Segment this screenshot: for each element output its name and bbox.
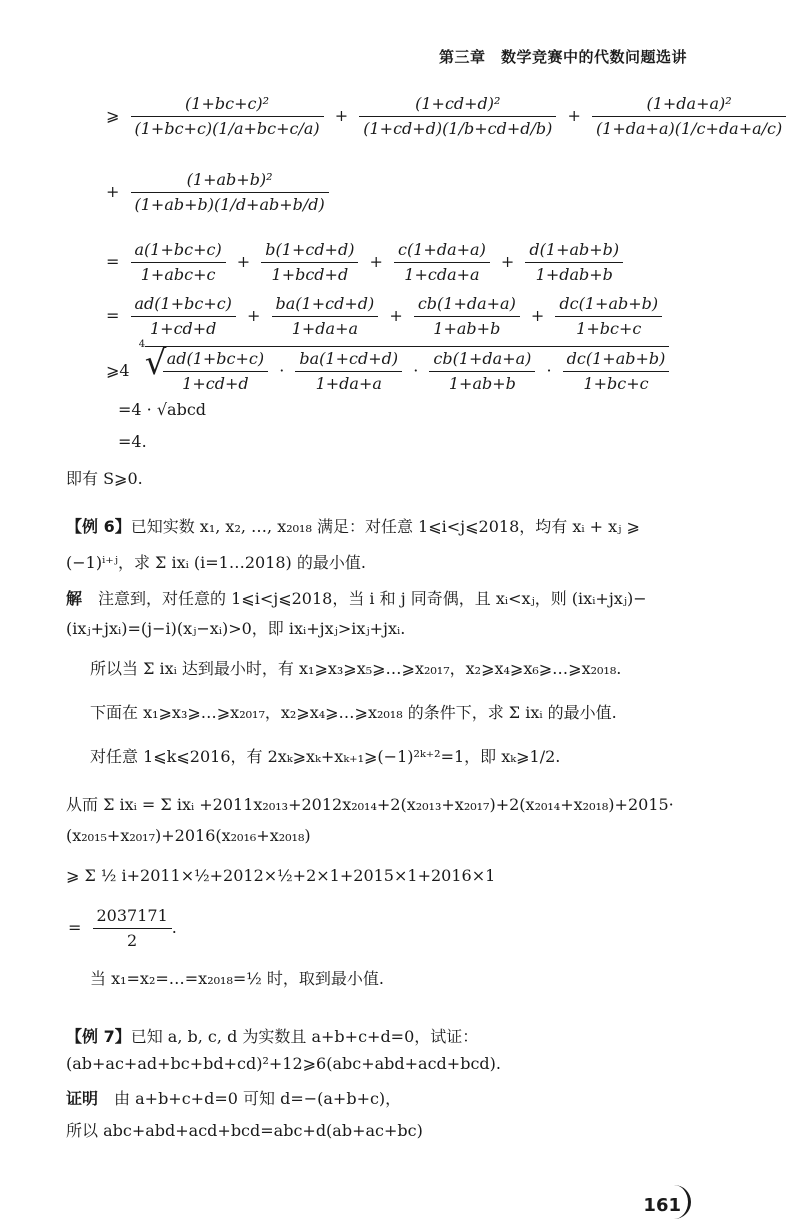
ineq-row-1: ⩾ $\frac{\text{(1+bc+c)²}}{(1+bc+c)(1/a+bc+c/a)}$ + $\frac{\text{(1+cd+d)²}}{(1+cd+d)(1/b+cd+d/b)}$ + $\frac{\text{(1+da+a)²}}{(1+da+a)(1/c+da+a/c)}$: [100, 92, 786, 141]
page-number: 161: [643, 1195, 681, 1216]
example-6-line-1: 【例 6】已知实数 x₁, x₂, …, x₂₀₁₈ 满足：对任意 1⩽i<j⩽2018，均有 xᵢ + xⱼ ⩾: [66, 517, 640, 536]
step-2-row: = $\frac{a(1+bc+c)}{\text{1+abc+c}}$ + $\frac{b(1+cd+d)}{\text{1+bcd+d}}$ + $\frac{c(1+da+a)}{\text{1+cda+a}}$ + $\frac{d(1+ab+b)}{\text{1+dab+b}}$: [100, 238, 623, 287]
example-7-line-1: 【例 7】已知 a, b, c, d 为实数且 a+b+c+d=0，试证：: [66, 1027, 479, 1046]
solution-line-6: 从而 Σ ixᵢ = Σ ixᵢ +2011x₂₀₁₃+2012x₂₀₁₄+2(x₂₀₁₃+x₂₀₁₇)+2(x₂₀₁₄+x₂₀₁₈)+2015·: [66, 795, 674, 814]
solution-line-7: (x₂₀₁₅+x₂₀₁₇)+2016(x₂₀₁₆+x₂₀₁₈): [66, 826, 311, 845]
solution-line-5: 对任意 1⩽k⩽2016，有 2xₖ⩾xₖ+xₖ₊₁⩾(−1)²ᵏ⁺²=1，即 xₖ⩾1/2.: [90, 747, 561, 766]
solution-line-8: ⩾ Σ ½ i+2011×½+2012×½+2×1+2015×1+2016×1: [66, 866, 496, 885]
chapter-header: 第三章 数学竞赛中的代数问题选讲: [438, 48, 687, 66]
proof-line-2: 所以 abc+abd+acd+bcd=abc+d(ab+ac+bc): [66, 1121, 423, 1140]
solution-line-10: 当 x₁=x₂=…=x₂₀₁₈=½ 时，取到最小值.: [90, 969, 384, 988]
fourth-root: 4 √ $\frac{ad(1+bc+c)}{1+cd+d}$ · $\frac{ba(1+cd+d)}{1+da+a}$ · $\frac{cb(1+da+a)}{1+ab+b}$ · $\frac{dc(1+ab+b)}{1+bc+c}$: [145, 346, 670, 396]
fraction-1: $\frac{\text{(1+bc+c)²}}{(1+bc+c)(1/a+bc+c/a)}$: [131, 92, 324, 141]
fraction-4: $\frac{\text{(1+ab+b)²}}{(1+ab+b)(1/d+ab+b/d)}$: [131, 168, 329, 217]
example-6-line-2: (−1)ⁱ⁺ʲ，求 Σ ixᵢ (i=1…2018) 的最小值.: [66, 553, 366, 572]
step-6: =4.: [118, 432, 147, 451]
fraction-3: $\frac{\text{(1+da+a)²}}{(1+da+a)(1/c+da+a/c)}$: [592, 92, 786, 141]
ineq-row-2: + $\frac{\text{(1+ab+b)²}}{(1+ab+b)(1/d+ab+b/d)}$: [100, 168, 329, 217]
solution-line-2: (ixⱼ+jxᵢ)=(j−i)(xⱼ−xᵢ)>0，即 ixᵢ+jxⱼ>ixⱼ+jxᵢ.: [66, 619, 406, 638]
fraction-2: $\frac{\text{(1+cd+d)²}}{(1+cd+d)(1/b+cd+d/b)}$: [359, 92, 556, 141]
step-4-row: ⩾4 4 √ $\frac{ad(1+bc+c)}{1+cd+d}$ · $\frac{ba(1+cd+d)}{1+da+a}$ · $\frac{cb(1+da+a)}{1+ab+b}$ · $\frac{dc(1+ab+b)}{1+bc+c}$: [100, 346, 669, 396]
solution-line-1: 解 注意到，对任意的 1⩽i<j⩽2018，当 i 和 j 同奇偶，且 xᵢ<xⱼ，则 (ixᵢ+jxⱼ)−: [66, 589, 647, 608]
solution-line-4: 下面在 x₁⩾x₃⩾…⩾x₂₀₁₇，x₂⩾x₄⩾…⩾x₂₀₁₈ 的条件下，求 Σ ixᵢ 的最小值.: [90, 703, 617, 722]
example-7-line-2: (ab+ac+ad+bc+bd+cd)²+12⩾6(abc+abd+acd+bcd).: [66, 1054, 501, 1073]
geq-sign: ⩾: [106, 106, 120, 125]
conclusion: 即有 S⩾0.: [66, 469, 143, 488]
solution-line-9: = $\frac{2037171}{2}$ .: [68, 906, 177, 950]
solution-line-3: 所以当 Σ ixᵢ 达到最小时，有 x₁⩾x₃⩾x₅⩾…⩾x₂₀₁₇，x₂⩾x₄⩾x₆⩾…⩾x₂₀₁₈.: [90, 659, 622, 678]
step-5: =4 · √abcd: [118, 400, 207, 419]
proof-line-1: 证明 由 a+b+c+d=0 可知 d=−(a+b+c)，: [66, 1089, 402, 1108]
step-3-row: = $\frac{ad(1+bc+c)}{1+cd+d}$ + $\frac{ba(1+cd+d)}{1+da+a}$ + $\frac{cb(1+da+a)}{1+ab+b}$ + $\frac{dc(1+ab+b)}{1+bc+c}$: [100, 292, 662, 341]
